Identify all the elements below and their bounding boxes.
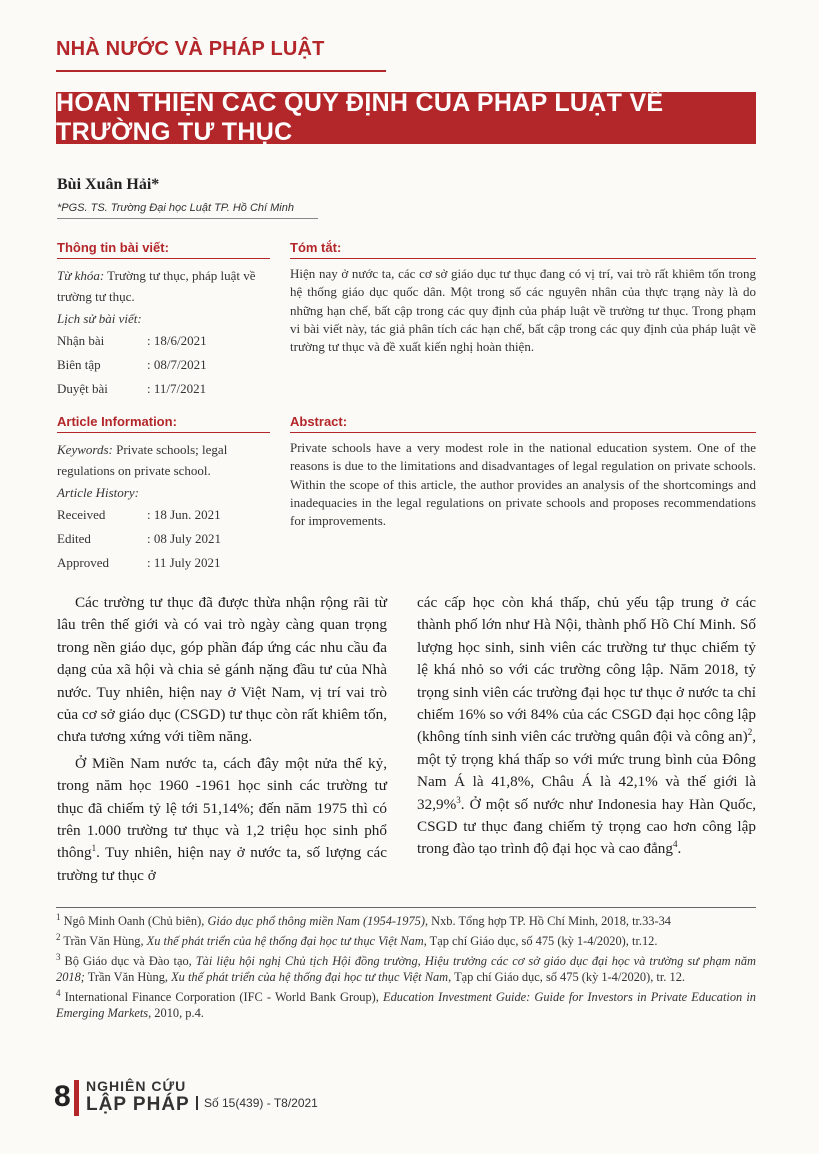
article-title-banner <box>56 89 756 146</box>
article-info-en-heading: Article Information: <box>57 414 177 429</box>
footnote-title: Xu thế phát triển của hệ thống đại học tư thục Việt Nam <box>171 970 449 984</box>
section-underline <box>56 70 386 72</box>
footnote <box>56 913 756 929</box>
footnote-text: , Tạp chí Giáo dục, số 475 (kỳ 1-4/2020), tr. 12. <box>448 970 685 984</box>
footnote-number: 2 <box>56 931 61 942</box>
footnote-text: , 2010, p.4. <box>148 1006 204 1020</box>
history-vi-label <box>57 308 270 329</box>
body-text: . Ở một số nước như Indonesia hay Hàn Quốc, CSGD tư thục đang chiếm tỷ trọng cao hơn công lập trong đào tạo trình độ đại học và cao đẳng <box>417 795 756 858</box>
history-label: Edited <box>57 531 91 546</box>
keywords-en <box>57 439 270 481</box>
article-info-en <box>57 414 270 575</box>
abstract-en-heading: Abstract: <box>290 414 348 429</box>
summary-vi-text: Hiện nay ở nước ta, các cơ sở giáo dục tư thục đang có vị trí, vai trò rất khiêm tốn trong hệ thống giáo dục quốc dân. Một trong số các nguyên nhân của thực trạng này là do những hạn chế, bất cập trong các quy định của pháp luật về trường tư thục. Trong phạm vi bài viết này, tác giả phân tích các hạn chế, bất cập trong các quy định của pháp luật về trường tư thục và đề xuất kiến nghị hoàn thiện. <box>290 266 756 355</box>
footnote <box>56 933 756 949</box>
history-en-label <box>57 482 270 503</box>
body-paragraph <box>417 592 756 861</box>
footnote-title: Education Investment Guide: Guide for Investors in Private Education in Emerging Markets <box>56 990 756 1020</box>
affiliation-divider <box>57 218 318 219</box>
author-name: Bùi Xuân Hải* <box>57 176 160 193</box>
journal-name-line2: LẬP PHÁP <box>86 1094 190 1115</box>
body-text: . Tuy nhiên, hiện nay ở nước ta, số lượng các trường tư thục ở <box>57 844 387 884</box>
summary-vi <box>290 240 756 356</box>
history-value: : 11 July 2021 <box>147 555 221 570</box>
body-text: Ở Miền Nam nước ta, cách đây một nửa thế kỷ, trong năm học 1960 -1961 học sinh các trường tư thục đã chiếm tỷ lệ tới 51,14%; đến năm 1975 thì có trên 1.000 trường tư thục và 1,2 triệu học sinh phổ thông <box>57 754 387 862</box>
footnote <box>56 953 756 985</box>
body-left-column <box>57 592 387 887</box>
author-affiliation: *PGS. TS. Trường Đại học Luật TP. Hồ Chí Minh <box>57 202 294 214</box>
history-vi-label-text: Lịch sử bài viết: <box>57 311 142 326</box>
history-row <box>57 551 270 575</box>
heading-rule <box>290 432 756 433</box>
history-value: : 08/7/2021 <box>147 357 207 372</box>
summary-vi-heading: Tóm tắt: <box>290 240 342 255</box>
heading-rule <box>290 258 756 259</box>
footnote-ref: 4 <box>673 839 678 850</box>
footnote <box>56 989 756 1021</box>
history-label: Approved <box>57 555 109 570</box>
footnote-title: Giáo dục phổ thông miền Nam (1954-1975) <box>207 914 425 928</box>
history-label: Received <box>57 507 106 522</box>
footnotes <box>56 913 756 1021</box>
history-row <box>57 353 270 377</box>
history-value: : 18/6/2021 <box>147 333 207 348</box>
keywords-en-label: Keywords: <box>57 442 113 457</box>
history-row <box>57 503 270 527</box>
journal-issue: Số 15(439) - T8/2021 <box>196 1096 318 1110</box>
history-row <box>57 377 270 401</box>
heading-rule <box>57 258 270 259</box>
journal-accent-bar <box>74 1080 79 1116</box>
keywords-vi <box>57 265 270 307</box>
footnote-text: Ngô Minh Oanh (Chủ biên), <box>60 914 208 928</box>
keywords-en-text: Private schools; legal regulations on private school. <box>57 442 228 478</box>
section-title: NHÀ NƯỚC VÀ PHÁP LUẬT <box>56 38 325 60</box>
footnote-ref: 1 <box>91 843 97 854</box>
page-number: 8 <box>54 1080 71 1113</box>
abstract-en <box>290 414 756 530</box>
footnote-ref: 3 <box>456 794 461 805</box>
history-en-label-text: Article History: <box>57 485 139 500</box>
body-text: các cấp học còn khá thấp, chủ yếu tập trung ở các thành phố lớn như Hà Nội, thành phố Hồ Chí Minh. Số lượng học sinh, sinh viên các trường tư thục chiếm tỷ lệ khá nhỏ so với các trường công lập. Năm 2018, tỷ trọng sinh viên các trường đại học tư thục ở nước ta chỉ chiếm 16% so với 84% của các CSGD đại học công lập (không tính sinh viên các trường quân đội và công an) <box>417 594 756 746</box>
body-paragraph: Các trường tư thục đã được thừa nhận rộng rãi từ lâu trên thế giới và có vai trò ngày càng quan trọng trong nền giáo dục, góp phần đáp ứng các nhu cầu đa dạng của xã hội và chia sẻ gánh nặng đầu tư của Nhà nước. Tuy nhiên, hiện nay ở Việt Nam, vị trí vai trò của cơ sở giáo dục (CSGD) tư thục còn rất khiêm tốn, chưa tương xứng với tiềm năng. <box>57 594 387 746</box>
footnote-number: 1 <box>56 911 61 922</box>
history-label: Nhận bài <box>57 333 105 348</box>
keywords-vi-label: Từ khóa: <box>57 268 105 283</box>
article-info-vi-heading: Thông tin bài viết: <box>57 240 169 255</box>
history-row <box>57 527 270 551</box>
heading-rule <box>57 432 270 433</box>
footnote-number: 3 <box>56 951 61 962</box>
keywords-vi-text: Trường tư thục, pháp luật về trường tư thục. <box>57 268 256 304</box>
body-text: , một tỷ trọng khá thấp so với mức trung bình của Đông Nam Á là 41,8%, Châu Á là 42,1% và thế giới là 32,9% <box>417 728 756 813</box>
history-label: Biên tập <box>57 357 101 372</box>
history-value: : 18 Jun. 2021 <box>147 507 221 522</box>
abstract-en-text: Private schools have a very modest role in the national education system. One of the reasons is due to the limitations and disadvantages of legal regulation on private schools. Within the scope of this article, the author provides an analysis of the shortcomings and inadequacies in the legal regulations on private schools and proposes recommendations for improvements. <box>290 440 756 529</box>
footnote-text: Trần Văn Hùng, <box>84 970 172 984</box>
footnote-text: , Tạp chí Giáo dục, số 475 (kỳ 1-4/2020), tr.12. <box>423 934 658 948</box>
body-text: . <box>677 840 682 858</box>
footnote-ref: 2 <box>747 727 753 738</box>
article-title: HOÀN THIỆN CÁC QUY ĐỊNH CỦA PHÁP LUẬT VỀ TRƯỜNG TƯ THỤC <box>56 89 664 146</box>
journal-name-line1: NGHIÊN CỨU <box>86 1078 187 1094</box>
footnote-title: Tài liệu hội nghị Chủ tịch Hội đồng trường, Hiệu trưởng các cơ sở giáo dục đại học và trường sư phạm năm 2018; <box>56 954 756 984</box>
footnote-title: Xu thế phát triển của hệ thống đại học tư thục Việt Nam <box>146 934 424 948</box>
footnote-text: Bộ Giáo dục và Đào tạo, <box>60 954 196 968</box>
history-label: Duyệt bài <box>57 381 108 396</box>
body-paragraph <box>57 753 387 887</box>
history-value: : 08 July 2021 <box>147 531 222 546</box>
footnote-text: International Finance Corporation (IFC - World Bank Group), <box>60 990 384 1004</box>
article-info-vi <box>57 240 270 401</box>
footnote-text: , Nxb. Tổng hợp TP. Hồ Chí Minh, 2018, tr.33-34 <box>424 914 671 928</box>
history-value: : 11/7/2021 <box>147 381 207 396</box>
history-row <box>57 329 270 353</box>
body-right-column <box>417 592 756 861</box>
footnote-number: 4 <box>56 987 61 998</box>
footnote-text: Trần Văn Hùng, <box>60 934 147 948</box>
footnote-divider <box>56 907 756 908</box>
